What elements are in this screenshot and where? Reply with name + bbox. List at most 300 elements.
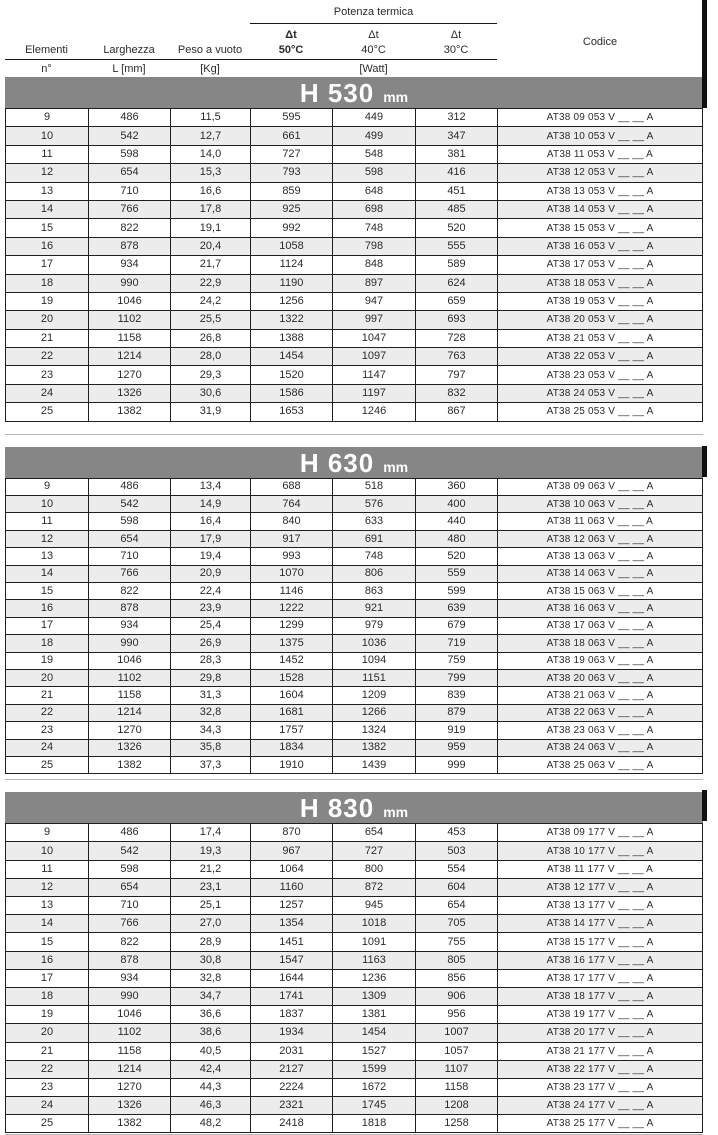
cell-larghezza: 1382 [89,1115,171,1132]
table-row [6,687,702,704]
cell-larghezza: 1158 [89,1043,171,1060]
cell-codice: AT38 22 177 V __ __ A [546,1063,654,1075]
col-header-40c: 40°C [361,44,386,56]
cell-watt-30: 520 [416,219,498,236]
cell-watt-40: 1527 [333,1043,416,1060]
cell-elementi: 11 [6,513,89,529]
cell-larghezza: 934 [89,256,171,273]
cell-elementi: 22 [6,348,89,365]
cell-watt-50: 727 [251,146,333,163]
table-row [6,275,702,293]
cell-codice: AT38 09 063 V __ __ A [546,481,654,493]
cell-watt-50: 1124 [251,256,333,273]
section-title: H 530 [299,78,375,108]
cell-peso: 26,9 [171,635,251,651]
cell-peso: 28,9 [171,933,251,950]
cell-codice: AT38 17 053 V __ __ A [546,259,654,271]
cell-codice: AT38 20 177 V __ __ A [546,1027,654,1039]
cell-elementi: 23 [6,1079,89,1096]
cell-watt-40: 1454 [333,1024,416,1041]
cell-peso: 17,8 [171,201,251,218]
cell-elementi: 9 [6,109,89,126]
cell-peso: 32,8 [171,970,251,987]
table-row [6,164,702,182]
cell-watt-40: 727 [333,842,416,859]
cell-larghezza: 934 [89,618,171,634]
cell-codice: AT38 16 053 V __ __ A [546,240,654,252]
cell-watt-40: 806 [333,566,416,582]
cell-watt-30: 959 [416,740,498,756]
cell-elementi: 12 [6,879,89,896]
cell-watt-40: 921 [333,600,416,616]
cell-elementi: 12 [6,531,89,547]
cell-watt-40: 1151 [333,670,416,686]
cell-watt-40: 548 [333,146,416,163]
cell-larghezza: 990 [89,635,171,651]
table-row [6,1043,702,1061]
cell-elementi: 20 [6,311,89,328]
cell-elementi: 15 [6,583,89,599]
table-row [6,879,702,897]
cell-watt-50: 1256 [251,293,333,310]
cell-codice: AT38 11 053 V __ __ A [546,148,654,160]
cell-watt-30: 799 [416,670,498,686]
cell-peso: 25,4 [171,618,251,634]
page-edge-tab [702,0,707,108]
table-row [6,293,702,311]
data-table-h630 [5,478,703,775]
cell-larghezza: 934 [89,970,171,987]
col-header-larghezza: Larghezza [103,44,155,56]
cell-watt-40: 648 [333,183,416,200]
cell-watt-50: 1604 [251,687,333,703]
table-row [6,842,702,860]
cell-watt-50: 1653 [251,403,333,420]
cell-elementi: 25 [6,403,89,420]
cell-peso: 17,4 [171,824,251,841]
cell-watt-50: 1681 [251,705,333,721]
cell-larghezza: 766 [89,566,171,582]
table-row [6,256,702,274]
table-row [6,653,702,670]
cell-codice: AT38 23 063 V __ __ A [546,724,654,736]
cell-peso: 48,2 [171,1115,251,1132]
cell-watt-50: 1146 [251,583,333,599]
cell-watt-30: 659 [416,293,498,310]
cell-watt-30: 805 [416,952,498,969]
cell-codice: AT38 15 063 V __ __ A [546,585,654,597]
cell-elementi: 10 [6,496,89,512]
cell-watt-30: 856 [416,970,498,987]
cell-larghezza: 1046 [89,1006,171,1023]
cell-watt-50: 1388 [251,330,333,347]
cell-watt-50: 2418 [251,1115,333,1132]
cell-larghezza: 542 [89,842,171,859]
cell-codice: AT38 21 063 V __ __ A [546,690,654,702]
cell-watt-40: 997 [333,311,416,328]
cell-watt-50: 1190 [251,275,333,292]
cell-watt-30: 654 [416,897,498,914]
cell-larghezza: 1214 [89,705,171,721]
table-row [6,201,702,219]
cell-watt-40: 598 [333,164,416,181]
cell-larghezza: 1158 [89,330,171,347]
cell-peso: 22,9 [171,275,251,292]
cell-elementi: 15 [6,219,89,236]
cell-watt-40: 1266 [333,705,416,721]
cell-peso: 16,4 [171,513,251,529]
cell-elementi: 9 [6,824,89,841]
section-banner-h830 [5,792,703,823]
cell-codice: AT38 18 063 V __ __ A [546,637,654,649]
cell-watt-50: 1451 [251,933,333,950]
cell-codice: AT38 25 177 V __ __ A [546,1118,654,1130]
cell-watt-30: 1158 [416,1079,498,1096]
cell-elementi: 24 [6,1097,89,1114]
cell-codice: AT38 18 177 V __ __ A [546,991,654,1003]
cell-watt-50: 1322 [251,311,333,328]
table-row [6,366,702,384]
cell-codice: AT38 22 053 V __ __ A [546,351,654,363]
cell-peso: 29,3 [171,366,251,383]
delta-t-40-symbol: Δt [368,29,379,41]
cell-watt-40: 872 [333,879,416,896]
table-row [6,566,702,583]
cell-watt-50: 1547 [251,952,333,969]
table-row [6,915,702,933]
cell-watt-40: 1599 [333,1061,416,1078]
cell-peso: 34,3 [171,722,251,738]
cell-elementi: 19 [6,293,89,310]
section-title: H 830 [299,793,375,824]
cell-peso: 23,9 [171,600,251,616]
cell-larghezza: 1326 [89,1097,171,1114]
section-unit: mm [383,89,409,105]
cell-watt-30: 956 [416,1006,498,1023]
cell-peso: 11,5 [171,109,251,126]
delta-t-30-symbol: Δt [450,29,462,41]
cell-watt-30: 759 [416,653,498,669]
cell-watt-30: 520 [416,548,498,564]
cell-codice: AT38 13 177 V __ __ A [546,900,654,912]
cell-codice: AT38 22 063 V __ __ A [546,707,654,719]
cell-watt-30: 555 [416,238,498,255]
section-divider [5,434,703,435]
cell-watt-30: 451 [416,183,498,200]
cell-watt-40: 748 [333,548,416,564]
cell-watt-30: 1107 [416,1061,498,1078]
cell-peso: 36,6 [171,1006,251,1023]
cell-larghezza: 598 [89,513,171,529]
cell-watt-30: 381 [416,146,498,163]
cell-watt-40: 654 [333,824,416,841]
cell-elementi: 14 [6,915,89,932]
table-row [6,933,702,951]
cell-watt-30: 906 [416,988,498,1005]
cell-codice: AT38 16 063 V __ __ A [546,603,654,615]
cell-elementi: 17 [6,970,89,987]
table-row [6,219,702,237]
cell-elementi: 17 [6,256,89,273]
table-row [6,403,702,421]
cell-watt-30: 347 [416,127,498,144]
cell-peso: 28,3 [171,653,251,669]
cell-peso: 38,6 [171,1024,251,1041]
cell-watt-40: 798 [333,238,416,255]
cell-watt-50: 859 [251,183,333,200]
cell-codice: AT38 21 177 V __ __ A [546,1045,654,1057]
cell-watt-30: 453 [416,824,498,841]
cell-watt-40: 863 [333,583,416,599]
cell-watt-30: 705 [416,915,498,932]
section-divider [5,779,703,780]
cell-codice: AT38 14 053 V __ __ A [546,204,654,216]
table-row [6,897,702,915]
cell-peso: 19,3 [171,842,251,859]
cell-codice: AT38 23 177 V __ __ A [546,1082,654,1093]
cell-larghezza: 766 [89,915,171,932]
cell-codice: AT38 10 177 V __ __ A [546,845,654,857]
cell-watt-50: 595 [251,109,333,126]
cell-elementi: 21 [6,1043,89,1060]
potenza-termica-group-label: Potenza termica [333,6,414,18]
cell-watt-40: 1097 [333,348,416,365]
cell-codice: AT38 13 063 V __ __ A [546,550,654,562]
table-row [6,531,702,548]
cell-peso: 30,6 [171,385,251,402]
cell-watt-50: 1837 [251,1006,333,1023]
table-row [6,348,702,366]
cell-elementi: 21 [6,330,89,347]
cell-codice: AT38 19 177 V __ __ A [546,1009,654,1021]
cell-watt-40: 1381 [333,1006,416,1023]
cell-codice: AT38 10 063 V __ __ A [546,498,654,510]
cell-watt-50: 1452 [251,653,333,669]
cell-larghezza: 1046 [89,293,171,310]
cell-watt-50: 1299 [251,618,333,634]
cell-peso: 23,1 [171,879,251,896]
cell-codice: AT38 24 177 V __ __ A [546,1100,654,1112]
cell-elementi: 20 [6,670,89,686]
cell-watt-30: 503 [416,842,498,859]
cell-watt-50: 2127 [251,1061,333,1078]
cell-elementi: 19 [6,653,89,669]
cell-watt-50: 1454 [251,348,333,365]
cell-watt-40: 1309 [333,988,416,1005]
cell-larghezza: 878 [89,238,171,255]
cell-larghezza: 486 [89,824,171,841]
cell-larghezza: 1214 [89,1061,171,1078]
table-row [6,109,702,127]
cell-codice: AT38 10 053 V __ __ A [546,130,654,142]
cell-codice: AT38 17 177 V __ __ A [546,972,654,984]
cell-peso: 28,0 [171,348,251,365]
unit-label-lmm: L [mm] [112,63,146,75]
data-table-h530 [5,108,703,422]
cell-codice: AT38 11 063 V __ __ A [546,516,654,528]
cell-watt-40: 1018 [333,915,416,932]
cell-watt-40: 1147 [333,366,416,383]
cell-codice: AT38 24 053 V __ __ A [546,388,654,400]
cell-peso: 31,9 [171,403,251,420]
cell-elementi: 9 [6,479,89,495]
table-row [6,635,702,652]
cell-codice: AT38 20 063 V __ __ A [546,672,654,684]
cell-larghezza: 710 [89,548,171,564]
cell-watt-30: 639 [416,600,498,616]
cell-peso: 14,0 [171,146,251,163]
cell-larghezza: 486 [89,479,171,495]
table-row [6,1006,702,1024]
cell-peso: 35,8 [171,740,251,756]
cell-elementi: 18 [6,275,89,292]
cell-watt-40: 691 [333,531,416,547]
cell-codice: AT38 16 177 V __ __ A [546,954,654,966]
cell-larghezza: 1046 [89,653,171,669]
cell-peso: 16,6 [171,183,251,200]
group-underline [250,23,497,24]
table-row [6,146,702,164]
cell-codice: AT38 17 063 V __ __ A [546,620,654,632]
cell-elementi: 14 [6,566,89,582]
cell-watt-30: 559 [416,566,498,582]
data-table-h830 [5,823,703,1133]
cell-codice: AT38 25 053 V __ __ A [546,406,654,418]
cell-larghezza: 822 [89,933,171,950]
table-row [6,670,702,687]
cell-watt-50: 1058 [251,238,333,255]
header-underline [5,59,497,60]
cell-larghezza: 654 [89,164,171,181]
cell-larghezza: 1270 [89,722,171,738]
cell-watt-30: 416 [416,164,498,181]
section-banner-h630 [5,447,703,478]
cell-peso: 46,3 [171,1097,251,1114]
table-row [6,740,702,757]
cell-peso: 25,5 [171,311,251,328]
table-row [6,330,702,348]
cell-peso: 20,4 [171,238,251,255]
cell-codice: AT38 12 063 V __ __ A [546,533,654,545]
cell-watt-50: 917 [251,531,333,547]
cell-watt-40: 1036 [333,635,416,651]
cell-watt-30: 839 [416,687,498,703]
cell-codice: AT38 19 053 V __ __ A [546,296,654,308]
cell-watt-40: 945 [333,897,416,914]
cell-watt-40: 897 [333,275,416,292]
cell-elementi: 16 [6,238,89,255]
datasheet-table [5,0,703,1135]
cell-elementi: 14 [6,201,89,218]
cell-watt-30: 624 [416,275,498,292]
cell-elementi: 24 [6,740,89,756]
cell-peso: 21,2 [171,861,251,878]
cell-elementi: 20 [6,1024,89,1041]
table-row [6,952,702,970]
col-header-peso: Peso a vuoto [177,44,243,56]
cell-watt-50: 688 [251,479,333,495]
cell-larghezza: 542 [89,127,171,144]
cell-codice: AT38 24 063 V __ __ A [546,742,654,754]
cell-watt-40: 499 [333,127,416,144]
cell-elementi: 18 [6,635,89,651]
cell-elementi: 11 [6,146,89,163]
cell-watt-50: 1160 [251,879,333,896]
cell-peso: 20,9 [171,566,251,582]
cell-watt-50: 870 [251,824,333,841]
cell-watt-30: 693 [416,311,498,328]
cell-elementi: 16 [6,952,89,969]
table-row [6,479,702,496]
cell-watt-50: 1354 [251,915,333,932]
table-row [6,722,702,739]
cell-watt-40: 1324 [333,722,416,738]
cell-watt-30: 679 [416,618,498,634]
cell-peso: 34,7 [171,988,251,1005]
cell-watt-30: 485 [416,201,498,218]
cell-elementi: 21 [6,687,89,703]
table-header [5,0,703,77]
cell-watt-30: 554 [416,861,498,878]
cell-peso: 32,8 [171,705,251,721]
cell-codice: AT38 12 053 V __ __ A [546,167,654,179]
col-header-30c: 30°C [443,44,469,56]
cell-codice: AT38 09 053 V __ __ A [546,112,654,124]
section-banner-h530 [5,77,703,108]
cell-watt-30: 797 [416,366,498,383]
cell-watt-40: 1209 [333,687,416,703]
cell-watt-40: 449 [333,109,416,126]
cell-watt-30: 919 [416,722,498,738]
cell-larghezza: 822 [89,219,171,236]
cell-watt-30: 999 [416,757,498,773]
cell-elementi: 12 [6,164,89,181]
cell-watt-30: 719 [416,635,498,651]
col-header-elementi: Elementi [25,44,68,56]
cell-watt-30: 763 [416,348,498,365]
table-row [6,705,702,722]
table-row [6,1115,702,1133]
cell-peso: 13,4 [171,479,251,495]
cell-watt-30: 400 [416,496,498,512]
cell-watt-30: 832 [416,385,498,402]
cell-larghezza: 598 [89,861,171,878]
cell-watt-40: 633 [333,513,416,529]
cell-elementi: 25 [6,757,89,773]
table-row [6,1097,702,1115]
cell-larghezza: 766 [89,201,171,218]
cell-watt-40: 1818 [333,1115,416,1132]
cell-watt-50: 1910 [251,757,333,773]
cell-peso: 24,2 [171,293,251,310]
cell-elementi: 10 [6,127,89,144]
cell-larghezza: 1214 [89,348,171,365]
cell-watt-40: 979 [333,618,416,634]
cell-watt-50: 1064 [251,861,333,878]
cell-codice: AT38 11 177 V __ __ A [546,863,654,875]
page-edge-tab [702,446,707,477]
col-header-50c: 50°C [278,44,304,56]
cell-watt-50: 840 [251,513,333,529]
table-row [6,385,702,403]
cell-watt-50: 1741 [251,988,333,1005]
cell-watt-30: 755 [416,933,498,950]
cell-codice: AT38 13 053 V __ __ A [546,185,654,197]
cell-larghezza: 1326 [89,385,171,402]
cell-watt-40: 1197 [333,385,416,402]
cell-watt-40: 1672 [333,1079,416,1096]
cell-watt-40: 1047 [333,330,416,347]
